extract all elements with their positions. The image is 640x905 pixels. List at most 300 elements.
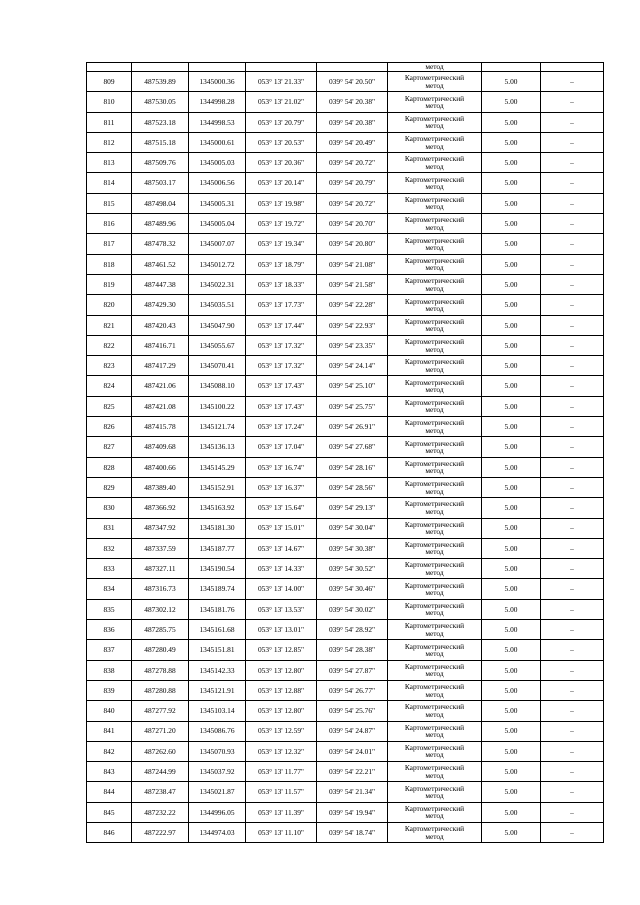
- continuation-row: [87, 63, 604, 72]
- method-line-2: метод: [425, 445, 444, 455]
- method-line-2: метод: [425, 648, 444, 658]
- x-coordinate-cell: 487271.20: [132, 721, 189, 741]
- latitude-cell: 053° 13' 20.36": [246, 153, 317, 173]
- method-line-2: метод: [425, 263, 444, 273]
- x-coordinate-cell: 487400.66: [132, 457, 189, 477]
- latitude-cell: 053° 13' 15.01": [246, 518, 317, 538]
- accuracy-cell: 5.00: [482, 599, 541, 619]
- longitude-cell: 039° 54' 20.70": [317, 214, 388, 234]
- method-line-1: Картометрический: [404, 499, 465, 509]
- point-number-cell: 823: [87, 356, 132, 376]
- method-cell: метод: [388, 63, 482, 72]
- x-coordinate-cell: 487415.78: [132, 417, 189, 437]
- point-number-cell: 831: [87, 518, 132, 538]
- point-number-cell: 843: [87, 762, 132, 782]
- method-line-2: метод: [425, 364, 444, 374]
- x-coordinate-cell: 487244.99: [132, 762, 189, 782]
- method-line-1: Картометрический: [404, 195, 465, 205]
- accuracy-cell: 5.00: [482, 396, 541, 416]
- longitude-cell: 039° 54' 28.38": [317, 640, 388, 660]
- accuracy-cell: 5.00: [482, 640, 541, 660]
- method-line-1: Картометрический: [404, 560, 465, 570]
- table-row: [87, 579, 604, 599]
- longitude-cell: 039° 54' 20.38": [317, 112, 388, 132]
- accuracy-cell: 5.00: [482, 660, 541, 680]
- method-cell: [388, 295, 482, 315]
- longitude-cell: 039° 54' 28.16": [317, 457, 388, 477]
- dash-cell: –: [541, 640, 604, 660]
- y-coordinate-cell: 1345145.29: [189, 457, 246, 477]
- latitude-cell: 053° 13' 19.34": [246, 234, 317, 254]
- accuracy-cell: 5.00: [482, 579, 541, 599]
- point-number-cell: 817: [87, 234, 132, 254]
- point-number-cell: 809: [87, 72, 132, 92]
- latitude-cell: 053° 13' 12.88": [246, 680, 317, 700]
- table-row: [87, 620, 604, 640]
- accuracy-cell: 5.00: [482, 701, 541, 721]
- cell-empty: [246, 63, 317, 72]
- method-cell: [388, 559, 482, 579]
- dash-cell: –: [541, 193, 604, 213]
- method-line-1: Картометрический: [404, 113, 465, 123]
- table-row: [87, 721, 604, 741]
- longitude-cell: 039° 54' 30.02": [317, 599, 388, 619]
- method-line-2: метод: [425, 100, 444, 110]
- latitude-cell: 053° 13' 21.02": [246, 92, 317, 112]
- y-coordinate-cell: 1345189.74: [189, 579, 246, 599]
- y-coordinate-cell: 1345055.67: [189, 335, 246, 355]
- y-coordinate-cell: 1345100.22: [189, 396, 246, 416]
- dash-cell: –: [541, 153, 604, 173]
- table-row: [87, 295, 604, 315]
- dash-cell: –: [541, 741, 604, 761]
- method-cell: [388, 701, 482, 721]
- accuracy-cell: 5.00: [482, 295, 541, 315]
- method-cell: [388, 538, 482, 558]
- longitude-cell: 039° 54' 30.38": [317, 538, 388, 558]
- accuracy-cell: 5.00: [482, 620, 541, 640]
- latitude-cell: 053° 13' 20.53": [246, 132, 317, 152]
- point-number-cell: 824: [87, 376, 132, 396]
- method-line-1: Картометрический: [404, 215, 465, 225]
- y-coordinate-cell: 1344996.05: [189, 802, 246, 822]
- method-cell: [388, 822, 482, 842]
- method-cell: [388, 193, 482, 213]
- latitude-cell: 053° 13' 14.33": [246, 559, 317, 579]
- longitude-cell: 039° 54' 20.50": [317, 72, 388, 92]
- table-row: [87, 559, 604, 579]
- longitude-cell: 039° 54' 24.14": [317, 356, 388, 376]
- longitude-cell: 039° 54' 22.28": [317, 295, 388, 315]
- dash-cell: –: [541, 579, 604, 599]
- method-line-2: метод: [425, 283, 444, 293]
- method-line-2: метод: [425, 202, 444, 212]
- point-number-cell: 814: [87, 173, 132, 193]
- latitude-cell: 053° 13' 12.85": [246, 640, 317, 660]
- latitude-cell: 053° 13' 16.74": [246, 457, 317, 477]
- method-cell: [388, 153, 482, 173]
- longitude-cell: 039° 54' 20.38": [317, 92, 388, 112]
- table-row: [87, 112, 604, 132]
- table-row: [87, 782, 604, 802]
- dash-cell: –: [541, 559, 604, 579]
- latitude-cell: 053° 13' 17.32": [246, 335, 317, 355]
- accuracy-cell: 5.00: [482, 112, 541, 132]
- table-row: [87, 396, 604, 416]
- dash-cell: –: [541, 782, 604, 802]
- x-coordinate-cell: 487509.76: [132, 153, 189, 173]
- dash-cell: –: [541, 132, 604, 152]
- method-cell: [388, 762, 482, 782]
- x-coordinate-cell: 487421.06: [132, 376, 189, 396]
- y-coordinate-cell: 1345181.76: [189, 599, 246, 619]
- method-cell: [388, 132, 482, 152]
- point-number-cell: 819: [87, 274, 132, 294]
- accuracy-cell: 5.00: [482, 538, 541, 558]
- method-line-1: Картометрический: [404, 458, 465, 468]
- accuracy-cell: 5.00: [482, 498, 541, 518]
- method-line-1: Картометрический: [404, 337, 465, 347]
- method-line-2: метод: [425, 811, 444, 821]
- table-row: [87, 214, 604, 234]
- x-coordinate-cell: 487280.49: [132, 640, 189, 660]
- method-line-1: Картометрический: [404, 621, 465, 631]
- method-cell: [388, 579, 482, 599]
- longitude-cell: 039° 54' 20.72": [317, 193, 388, 213]
- method-cell: [388, 396, 482, 416]
- x-coordinate-cell: 487447.38: [132, 274, 189, 294]
- method-line-1: Картометрический: [404, 235, 465, 245]
- method-cell: [388, 477, 482, 497]
- dash-cell: –: [541, 315, 604, 335]
- point-number-cell: 833: [87, 559, 132, 579]
- method-line-1: Картометрический: [404, 438, 465, 448]
- dash-cell: –: [541, 254, 604, 274]
- table-row: [87, 376, 604, 396]
- table-row: [87, 457, 604, 477]
- table-row: [87, 599, 604, 619]
- y-coordinate-cell: 1345012.72: [189, 254, 246, 274]
- latitude-cell: 053° 13' 17.32": [246, 356, 317, 376]
- longitude-cell: 039° 54' 29.13": [317, 498, 388, 518]
- y-coordinate-cell: 1345000.36: [189, 72, 246, 92]
- point-number-cell: 815: [87, 193, 132, 213]
- dash-cell: –: [541, 214, 604, 234]
- method-cell: [388, 92, 482, 112]
- method-cell: [388, 112, 482, 132]
- method-line-2: метод: [425, 506, 444, 516]
- method-line-2: метод: [425, 770, 444, 780]
- latitude-cell: 053° 13' 11.77": [246, 762, 317, 782]
- dash-cell: –: [541, 437, 604, 457]
- x-coordinate-cell: 487498.04: [132, 193, 189, 213]
- table-row: [87, 477, 604, 497]
- method-line-2: метод: [425, 161, 444, 171]
- latitude-cell: 053° 13' 12.59": [246, 721, 317, 741]
- method-line-2: метод: [425, 547, 444, 557]
- y-coordinate-cell: 1345152.91: [189, 477, 246, 497]
- method-cell: [388, 335, 482, 355]
- method-cell: [388, 518, 482, 538]
- method-line-1: Картометрический: [404, 580, 465, 590]
- method-line-2: метод: [425, 303, 444, 313]
- point-number-cell: 840: [87, 701, 132, 721]
- method-cell: [388, 417, 482, 437]
- table-row: [87, 315, 604, 335]
- y-coordinate-cell: 1345187.77: [189, 538, 246, 558]
- method-line-2: метод: [425, 689, 444, 699]
- y-coordinate-cell: 1345181.30: [189, 518, 246, 538]
- longitude-cell: 039° 54' 27.68": [317, 437, 388, 457]
- latitude-cell: 053° 13' 21.33": [246, 72, 317, 92]
- accuracy-cell: 5.00: [482, 680, 541, 700]
- longitude-cell: 039° 54' 21.58": [317, 274, 388, 294]
- longitude-cell: 039° 54' 28.92": [317, 620, 388, 640]
- table-row: [87, 417, 604, 437]
- point-number-cell: 826: [87, 417, 132, 437]
- longitude-cell: 039° 54' 30.52": [317, 559, 388, 579]
- method-cell: [388, 782, 482, 802]
- method-cell: [388, 457, 482, 477]
- longitude-cell: 039° 54' 24.87": [317, 721, 388, 741]
- accuracy-cell: 5.00: [482, 193, 541, 213]
- accuracy-cell: 5.00: [482, 92, 541, 112]
- longitude-cell: 039° 54' 30.46": [317, 579, 388, 599]
- accuracy-cell: 5.00: [482, 518, 541, 538]
- method-cell: [388, 173, 482, 193]
- point-number-cell: 841: [87, 721, 132, 741]
- point-number-cell: 830: [87, 498, 132, 518]
- cell-empty: [189, 63, 246, 72]
- latitude-cell: 053° 13' 12.80": [246, 701, 317, 721]
- point-number-cell: 836: [87, 620, 132, 640]
- longitude-cell: 039° 54' 21.34": [317, 782, 388, 802]
- x-coordinate-cell: 487280.88: [132, 680, 189, 700]
- accuracy-cell: 5.00: [482, 132, 541, 152]
- latitude-cell: 053° 13' 12.80": [246, 660, 317, 680]
- point-number-cell: 839: [87, 680, 132, 700]
- dash-cell: –: [541, 335, 604, 355]
- method-line-2: метод: [425, 182, 444, 192]
- latitude-cell: 053° 13' 17.04": [246, 437, 317, 457]
- dash-cell: –: [541, 356, 604, 376]
- method-line-2: метод: [425, 405, 444, 415]
- table-row: [87, 701, 604, 721]
- method-cell: [388, 599, 482, 619]
- longitude-cell: 039° 54' 30.04": [317, 518, 388, 538]
- method-line-1: Картометрический: [404, 479, 465, 489]
- x-coordinate-cell: 487539.89: [132, 72, 189, 92]
- method-line-1: Картометрический: [404, 93, 465, 103]
- point-number-cell: 811: [87, 112, 132, 132]
- y-coordinate-cell: 1345047.90: [189, 315, 246, 335]
- method-cell: [388, 214, 482, 234]
- accuracy-cell: 5.00: [482, 214, 541, 234]
- method-line-1: Картометрический: [404, 73, 465, 83]
- longitude-cell: 039° 54' 20.80": [317, 234, 388, 254]
- table-row: [87, 274, 604, 294]
- latitude-cell: 053° 13' 17.73": [246, 295, 317, 315]
- longitude-cell: 039° 54' 24.01": [317, 741, 388, 761]
- accuracy-cell: 5.00: [482, 417, 541, 437]
- method-line-1: Картометрический: [404, 255, 465, 265]
- point-number-cell: 825: [87, 396, 132, 416]
- y-coordinate-cell: 1345151.81: [189, 640, 246, 660]
- dash-cell: –: [541, 457, 604, 477]
- point-number-cell: 837: [87, 640, 132, 660]
- cell-empty: [87, 63, 132, 72]
- dash-cell: –: [541, 599, 604, 619]
- method-line-1: Картометрический: [404, 174, 465, 184]
- y-coordinate-cell: 1345037.92: [189, 762, 246, 782]
- method-cell: [388, 274, 482, 294]
- accuracy-cell: 5.00: [482, 234, 541, 254]
- x-coordinate-cell: 487478.32: [132, 234, 189, 254]
- x-coordinate-cell: 487285.75: [132, 620, 189, 640]
- longitude-cell: 039° 54' 25.10": [317, 376, 388, 396]
- latitude-cell: 053° 13' 17.44": [246, 315, 317, 335]
- dash-cell: –: [541, 498, 604, 518]
- method-cell: [388, 356, 482, 376]
- y-coordinate-cell: 1345121.91: [189, 680, 246, 700]
- latitude-cell: 053° 13' 11.57": [246, 782, 317, 802]
- y-coordinate-cell: 1345163.92: [189, 498, 246, 518]
- dash-cell: –: [541, 680, 604, 700]
- x-coordinate-cell: 487489.96: [132, 214, 189, 234]
- table-row: [87, 762, 604, 782]
- method-line-1: Картометрический: [404, 377, 465, 387]
- dash-cell: –: [541, 72, 604, 92]
- method-line-1: Картометрический: [404, 357, 465, 367]
- dash-cell: –: [541, 173, 604, 193]
- y-coordinate-cell: 1345006.56: [189, 173, 246, 193]
- method-line-2: метод: [425, 80, 444, 90]
- method-line-1: Картометрический: [404, 783, 465, 793]
- method-cell: [388, 315, 482, 335]
- x-coordinate-cell: 487232.22: [132, 802, 189, 822]
- accuracy-cell: 5.00: [482, 477, 541, 497]
- dash-cell: –: [541, 234, 604, 254]
- method-cell: [388, 640, 482, 660]
- accuracy-cell: 5.00: [482, 254, 541, 274]
- x-coordinate-cell: 487503.17: [132, 173, 189, 193]
- method-line-2: метод: [425, 588, 444, 598]
- method-line-1: Картометрический: [404, 296, 465, 306]
- y-coordinate-cell: 1345000.61: [189, 132, 246, 152]
- accuracy-cell: 5.00: [482, 335, 541, 355]
- table-row: [87, 72, 604, 92]
- dash-cell: –: [541, 274, 604, 294]
- dash-cell: –: [541, 762, 604, 782]
- table-row: [87, 193, 604, 213]
- point-number-cell: 832: [87, 538, 132, 558]
- table-row: [87, 498, 604, 518]
- method-line-1: Картометрический: [404, 600, 465, 610]
- latitude-cell: 053° 13' 18.33": [246, 274, 317, 294]
- x-coordinate-cell: 487337.59: [132, 538, 189, 558]
- method-line-1: Картометрический: [404, 682, 465, 692]
- method-line-1: Картометрический: [404, 743, 465, 753]
- latitude-cell: 053° 13' 17.43": [246, 396, 317, 416]
- method-line-2: метод: [425, 628, 444, 638]
- y-coordinate-cell: 1345142.33: [189, 660, 246, 680]
- method-cell: [388, 376, 482, 396]
- method-line-2: метод: [425, 486, 444, 496]
- point-number-cell: 820: [87, 295, 132, 315]
- longitude-cell: 039° 54' 27.87": [317, 660, 388, 680]
- latitude-cell: 053° 13' 14.00": [246, 579, 317, 599]
- y-coordinate-cell: 1344998.28: [189, 92, 246, 112]
- y-coordinate-cell: 1345005.31: [189, 193, 246, 213]
- y-coordinate-cell: 1345070.93: [189, 741, 246, 761]
- point-number-cell: 812: [87, 132, 132, 152]
- x-coordinate-cell: 487278.88: [132, 660, 189, 680]
- latitude-cell: 053° 13' 16.37": [246, 477, 317, 497]
- latitude-cell: 053° 13' 17.43": [246, 376, 317, 396]
- method-line-2: метод: [425, 141, 444, 151]
- point-number-cell: 816: [87, 214, 132, 234]
- x-coordinate-cell: 487238.47: [132, 782, 189, 802]
- latitude-cell: 053° 13' 13.01": [246, 620, 317, 640]
- method-line-2: метод: [425, 527, 444, 537]
- y-coordinate-cell: 1345190.54: [189, 559, 246, 579]
- table-row: [87, 335, 604, 355]
- point-number-cell: 845: [87, 802, 132, 822]
- method-cell: [388, 234, 482, 254]
- accuracy-cell: 5.00: [482, 376, 541, 396]
- method-cell: [388, 254, 482, 274]
- method-line-1: Картометрический: [404, 803, 465, 813]
- x-coordinate-cell: 487327.11: [132, 559, 189, 579]
- y-coordinate-cell: 1345136.13: [189, 437, 246, 457]
- table-body: [87, 63, 604, 843]
- dash-cell: –: [541, 721, 604, 741]
- x-coordinate-cell: 487316.73: [132, 579, 189, 599]
- coordinates-table: [86, 62, 604, 843]
- method-cell: [388, 620, 482, 640]
- method-line-2: метод: [425, 750, 444, 760]
- point-number-cell: 838: [87, 660, 132, 680]
- method-line-1: Картометрический: [404, 418, 465, 428]
- dash-cell: –: [541, 538, 604, 558]
- x-coordinate-cell: 487222.97: [132, 822, 189, 842]
- table-row: [87, 640, 604, 660]
- x-coordinate-cell: 487366.92: [132, 498, 189, 518]
- y-coordinate-cell: 1344974.03: [189, 822, 246, 842]
- y-coordinate-cell: 1345161.68: [189, 620, 246, 640]
- longitude-cell: 039° 54' 23.35": [317, 335, 388, 355]
- method-cell: [388, 437, 482, 457]
- method-line-1: Картометрический: [404, 276, 465, 286]
- method-line-1: Картометрический: [404, 641, 465, 651]
- x-coordinate-cell: 487421.08: [132, 396, 189, 416]
- dash-cell: –: [541, 701, 604, 721]
- table-row: [87, 254, 604, 274]
- method-line-2: метод: [425, 243, 444, 253]
- longitude-cell: 039° 54' 20.72": [317, 153, 388, 173]
- method-line-2: метод: [425, 222, 444, 232]
- table-row: [87, 153, 604, 173]
- table-row: [87, 518, 604, 538]
- latitude-cell: 053° 13' 19.98": [246, 193, 317, 213]
- longitude-cell: 039° 54' 20.79": [317, 173, 388, 193]
- longitude-cell: 039° 54' 22.21": [317, 762, 388, 782]
- y-coordinate-cell: 1345005.03: [189, 153, 246, 173]
- dash-cell: –: [541, 477, 604, 497]
- dash-cell: –: [541, 518, 604, 538]
- y-coordinate-cell: 1345021.87: [189, 782, 246, 802]
- method-line-2: метод: [425, 385, 444, 395]
